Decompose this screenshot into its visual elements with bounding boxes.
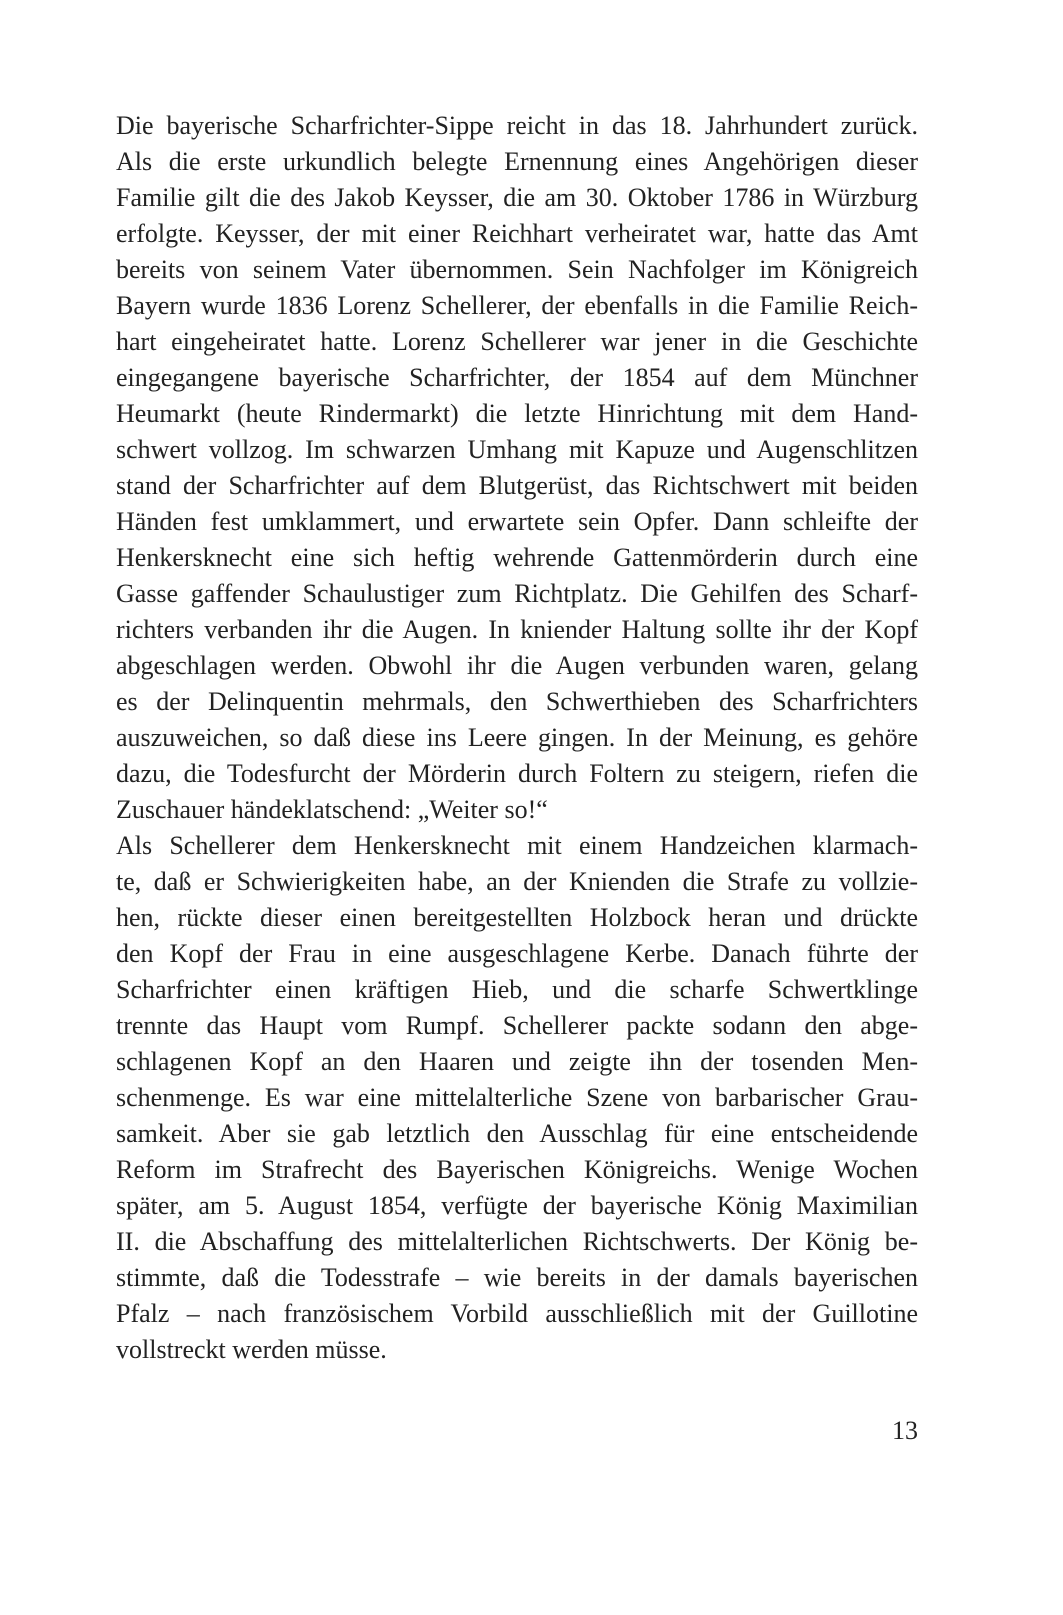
text-line: schlagenen Kopf an den Haaren und zeigte ihn der tosenden Men- bbox=[116, 1047, 918, 1076]
text-line: eingegangene bayerische Scharfrichter, der 1854 auf dem Münchner bbox=[116, 363, 918, 392]
text-line: te, daß er Schwierigkeiten habe, an der Knienden die Strafe zu vollzie- bbox=[116, 867, 918, 896]
text-line: samkeit. Aber sie gab letztlich den Ausschlag für eine entscheidende bbox=[116, 1119, 918, 1148]
text-line: trennte das Haupt vom Rumpf. Schellerer packte sodann den abge- bbox=[116, 1011, 918, 1040]
body-text bbox=[116, 108, 918, 1368]
text-line: den Kopf der Frau in eine ausgeschlagene Kerbe. Danach führte der bbox=[116, 939, 918, 968]
text-line: Pfalz – nach französischem Vorbild ausschließlich mit der Guillotine bbox=[116, 1299, 918, 1328]
text-line: hart eingeheiratet hatte. Lorenz Schellerer war jener in die Geschichte bbox=[116, 327, 918, 356]
text-line: Als die erste urkundlich belegte Ernennung eines Angehörigen dieser bbox=[116, 147, 918, 176]
text-line: Scharfrichter einen kräftigen Hieb, und die scharfe Schwertklinge bbox=[116, 975, 918, 1004]
text-line: abgeschlagen werden. Obwohl ihr die Augen verbunden waren, gelang bbox=[116, 651, 918, 680]
text-line: Zuschauer händeklatschend: „Weiter so!“ bbox=[116, 795, 548, 824]
text-line: Als Schellerer dem Henkersknecht mit einem Handzeichen klarmach- bbox=[116, 831, 918, 860]
text-line: schwert vollzog. Im schwarzen Umhang mit Kapuze und Augenschlitzen bbox=[116, 435, 918, 464]
text-line: Henkersknecht eine sich heftig wehrende Gattenmörderin durch eine bbox=[116, 543, 918, 572]
text-line: auszuweichen, so daß diese ins Leere gingen. In der Meinung, es gehöre bbox=[116, 723, 918, 752]
text-line: stand der Scharfrichter auf dem Blutgerüst, das Richtschwert mit beiden bbox=[116, 471, 918, 500]
text-line: Gasse gaffender Schaulustiger zum Richtplatz. Die Gehilfen des Scharf- bbox=[116, 579, 918, 608]
text-line: II. die Abschaffung des mittelalterlichen Richtschwerts. Der König be- bbox=[116, 1227, 918, 1256]
text-line: Familie gilt die des Jakob Keysser, die am 30. Oktober 1786 in Würzburg bbox=[116, 183, 918, 212]
text-line: bereits von seinem Vater übernommen. Sein Nachfolger im Königreich bbox=[116, 255, 918, 284]
text-line: schenmenge. Es war eine mittelalterliche Szene von barbarischer Grau- bbox=[116, 1083, 918, 1112]
text-line: richters verbanden ihr die Augen. In kniender Haltung sollte ihr der Kopf bbox=[116, 615, 918, 644]
text-line: dazu, die Todesfurcht der Mörderin durch Foltern zu steigern, riefen die bbox=[116, 759, 918, 788]
text-line: hen, rückte dieser einen bereitgestellten Holzbock heran und drückte bbox=[116, 903, 918, 932]
text-line: vollstreckt werden müsse. bbox=[116, 1335, 387, 1364]
text-line: Die bayerische Scharfrichter-Sippe reicht in das 18. Jahrhundert zurück. bbox=[116, 111, 918, 140]
text-line: später, am 5. August 1854, verfügte der bayerische König Maximilian bbox=[116, 1191, 918, 1220]
text-line: erfolgte. Keysser, der mit einer Reichhart verheiratet war, hatte das Amt bbox=[116, 219, 918, 248]
text-line: es der Delinquentin mehrmals, den Schwerthieben des Scharfrichters bbox=[116, 687, 918, 716]
page-number: 13 bbox=[892, 1416, 918, 1445]
text-line: Bayern wurde 1836 Lorenz Schellerer, der ebenfalls in die Familie Reich- bbox=[116, 291, 918, 320]
text-line: Händen fest umklammert, und erwartete sein Opfer. Dann schleifte der bbox=[116, 507, 918, 536]
text-line: Reform im Strafrecht des Bayerischen Königreichs. Wenige Wochen bbox=[116, 1155, 918, 1184]
text-line: Heumarkt (heute Rindermarkt) die letzte Hinrichtung mit dem Hand- bbox=[116, 399, 918, 428]
text-line: stimmte, daß die Todesstrafe – wie bereits in der damals bayerischen bbox=[116, 1263, 918, 1292]
